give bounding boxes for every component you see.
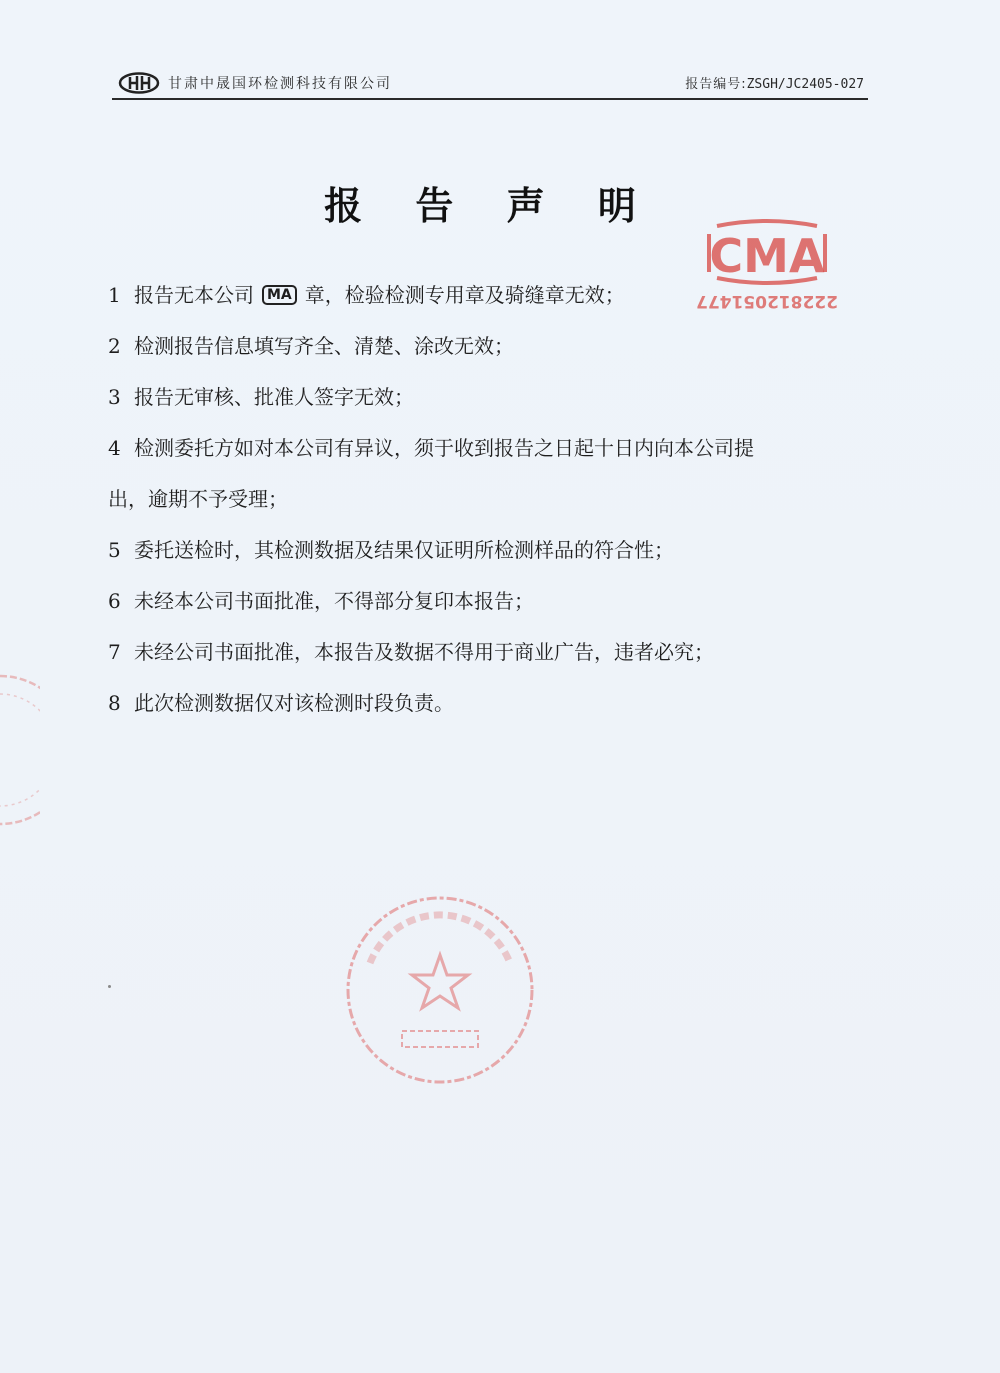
statement-text: 报告无审核、批准人签字无效；	[134, 385, 414, 409]
statement-text: 未经公司书面批准，本报告及数据不得用于商业广告，违者必究；	[134, 640, 714, 664]
statement-number: 2	[108, 334, 121, 358]
page-header	[112, 70, 868, 100]
statement-text: 委托送检时，其检测数据及结果仅证明所检测样品的符合性；	[134, 538, 674, 562]
statement-text: 出，逾期不予受理；	[108, 487, 288, 511]
statement-text: 未经本公司书面批准，不得部分复印本报告；	[134, 589, 534, 613]
report-number-value: ZSGH/JC2405-027	[746, 77, 864, 92]
statement-number: 8	[108, 691, 121, 715]
statement-number: 3	[108, 385, 121, 409]
company-seal-icon	[340, 893, 540, 1088]
statement-continuation	[108, 474, 878, 525]
statement-number: 7	[108, 640, 121, 664]
statement-item	[108, 423, 878, 474]
statement-list	[108, 270, 878, 729]
cma-stamp-number: 222812051477	[696, 291, 838, 311]
page-title: 报 告 声 明	[324, 183, 656, 228]
statement-text: 章，检验检测专用章及骑缝章无效；	[304, 283, 625, 307]
statement-text: 报告无本公司	[134, 283, 254, 307]
cma-stamp-mark: CMA	[709, 229, 825, 283]
statement-number: 5	[108, 538, 121, 562]
company-logo-icon	[118, 72, 160, 94]
statement-item	[108, 321, 878, 372]
scan-speck	[108, 985, 111, 988]
cma-badge-icon: MA	[262, 285, 297, 305]
statement-number: 6	[108, 589, 121, 613]
statement-text: 此次检测数据仅对该检测时段负责。	[134, 691, 454, 715]
statement-item	[108, 576, 878, 627]
statement-item	[108, 678, 878, 729]
statement-text: 检测报告信息填写齐全、清楚、涂改无效；	[134, 334, 514, 358]
cma-stamp	[695, 208, 840, 318]
statement-number: 1	[108, 283, 121, 307]
partial-seal-left	[0, 670, 40, 830]
statement-item	[108, 372, 878, 423]
company-name: 甘肃中晟国环检测科技有限公司	[168, 76, 392, 92]
statement-item	[108, 525, 878, 576]
report-number	[685, 73, 864, 92]
report-number-label: 报告编号:	[685, 77, 747, 92]
statement-text: 检测委托方如对本公司有异议，须于收到报告之日起十日内向本公司提	[134, 436, 754, 460]
statement-number: 4	[108, 436, 121, 460]
statement-item	[108, 627, 878, 678]
